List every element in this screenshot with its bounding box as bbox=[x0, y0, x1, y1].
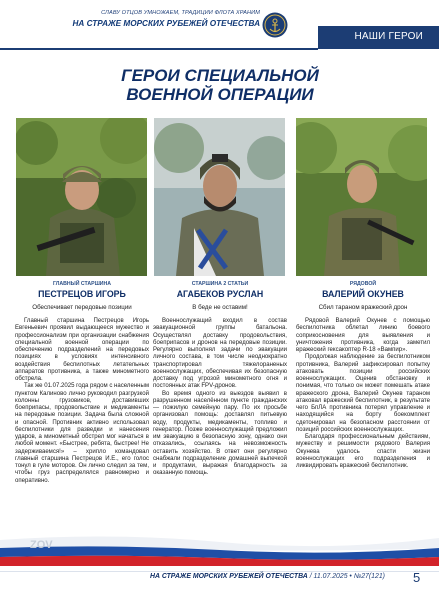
newspaper-title: НА СТРАЖЕ МОРСКИХ РУБЕЖЕЙ ОТЕЧЕСТВА bbox=[72, 19, 260, 28]
footer-rule bbox=[0, 571, 439, 572]
paragraph: Рядовой Валерий Окунев с помощью беспилотника облетал линию боевого соприкосновения для выявления и уничтожения противника, когда заметил вражеский гексакоптер R-18 «Вампир». bbox=[296, 318, 430, 353]
section-tab bbox=[318, 26, 439, 49]
article-title-line-2: ВОЕННОЙ ОПЕРАЦИИ bbox=[126, 85, 314, 104]
paragraph: Во время одного из выездов выявил в разрушенном населённом пункте гражданских — пожилую семейную пару. По их просьбе организовал помощь: доставлял питьевую воду, продукты, медикаменты, топливо и генератор. Позже военнослужащий предложил им эвакуацию в безопасную зону, однако они отказались, ссылаясь на невозможность оставить хозяйство. В ответ они регулярно снабжали подразделение домашней выпечкой и продуктами, выражая благодарность за оказанную помощь. bbox=[153, 390, 287, 477]
hero-quote: В беде не оставим! bbox=[192, 304, 248, 311]
naval-emblem-icon bbox=[262, 12, 288, 38]
header-rule bbox=[0, 48, 318, 50]
zov-watermark: ZOV bbox=[30, 539, 53, 551]
footer-masthead bbox=[150, 573, 385, 580]
footer-issue: / 11.07.2025 • №27(121) bbox=[309, 573, 385, 580]
hero-name: АГАБЕКОВ РУСЛАН bbox=[176, 289, 264, 299]
paragraph: Продолжая наблюдение за беспилотником противника, Валерий зафиксировал попытку атаковать позиции российских военнослужащих. Оценив обстановку и понимая, что только он может помешать атаке вражеского дрона, Валерий Окунев тараном атаковал вражеский беспилотник, в результате чего БпЛА противника потерял управление и находящийся на борту боекомплект сдетонировал на безопасном расстоянии от позиций российских военнослужащих. bbox=[296, 354, 430, 433]
paragraph: Благодаря профессиональным действиям, мужеству и решимости рядового Валерия Окунева удалось спасти жизни военнослужащих его подразделения и ликвидировать вражеский беспилотник. bbox=[296, 434, 430, 469]
article-title-line-1: ГЕРОИ СПЕЦИАЛЬНОЙ bbox=[121, 66, 319, 85]
hero-photo-agabekov bbox=[154, 118, 285, 276]
hero-rank: ГЛАВНЫЙ СТАРШИНА bbox=[52, 281, 112, 287]
header-tagline: СЛАВУ ОТЦОВ УМНОЖАЕМ, ТРАДИЦИИ ФЛОТА ХРАНИМ bbox=[101, 10, 260, 16]
paragraph: Военнослужащий входил в состав эвакуационной группы батальона. Осуществлял доставку продовольствия, боеприпасов и дронов на передовые позиции. Регулярно выполнял задачи по эвакуации личного состава, в том числе неоднократно транспортировал тяжелораненых военнослужащих, обеспечивая их безопасную доставку под угрозой минометного огня и постоянных атак FPV-дронов. bbox=[153, 318, 287, 390]
section-label: НАШИ ГЕРОИ bbox=[354, 31, 423, 42]
hero-rank: СТАРШИНА 2 СТАТЬИ bbox=[191, 281, 249, 287]
footer-newspaper: НА СТРАЖЕ МОРСКИХ РУБЕЖЕЙ ОТЕЧЕСТВА bbox=[150, 573, 308, 580]
article-column-3 bbox=[296, 318, 430, 546]
hero-quote: Обеспечивает передовые позиции bbox=[32, 304, 132, 311]
paragraph: Главный старшина Пестрецов Игорь Евгеньевич проявил выдающееся мужество и профессионализм при организации снабжения специальной военной операции по обеспечению подразделений на передовых позициях в условиях интенсивного воздействия беспилотных летательных аппаратов противника, а также минометного обстрела. bbox=[15, 318, 149, 382]
article-title bbox=[80, 66, 360, 104]
paragraph: Так же 01.07.2025 года рядом с населенным пунктом Калиново лично руководил разгрузкой колонны грузовиков, доставивших боеприпасы, продовольствие и медикаменты на передовые позиции. Задача была сложной и опасной. Противник активно использовал беспилотники для разведки и нанесения ударов, а минометный обстрел мог начаться в любой момент. «Быстрее, ребята, быстрее! Не задерживаемся!» – хрипло командовал главный старшина Пестрецов И.Е., его голос тонул в гуле моторов. Он лично следил за тем, чтобы груз распределялся равномерно и оперативно. bbox=[15, 383, 149, 484]
hero-photo-pestretsov bbox=[16, 118, 147, 276]
hero-rank: РЯДОВОЙ bbox=[349, 281, 377, 287]
article-column-2 bbox=[153, 318, 287, 533]
hero-name: ВАЛЕРИЙ ОКУНЕВ bbox=[322, 289, 404, 299]
hero-photo-okunev bbox=[296, 118, 427, 276]
article-column-1 bbox=[15, 318, 149, 562]
page-number: 5 bbox=[413, 570, 421, 585]
hero-name: ПЕСТРЕЦОВ ИГОРЬ bbox=[38, 289, 126, 299]
hero-quote: Сбил тараном вражеский дрон bbox=[318, 304, 408, 311]
